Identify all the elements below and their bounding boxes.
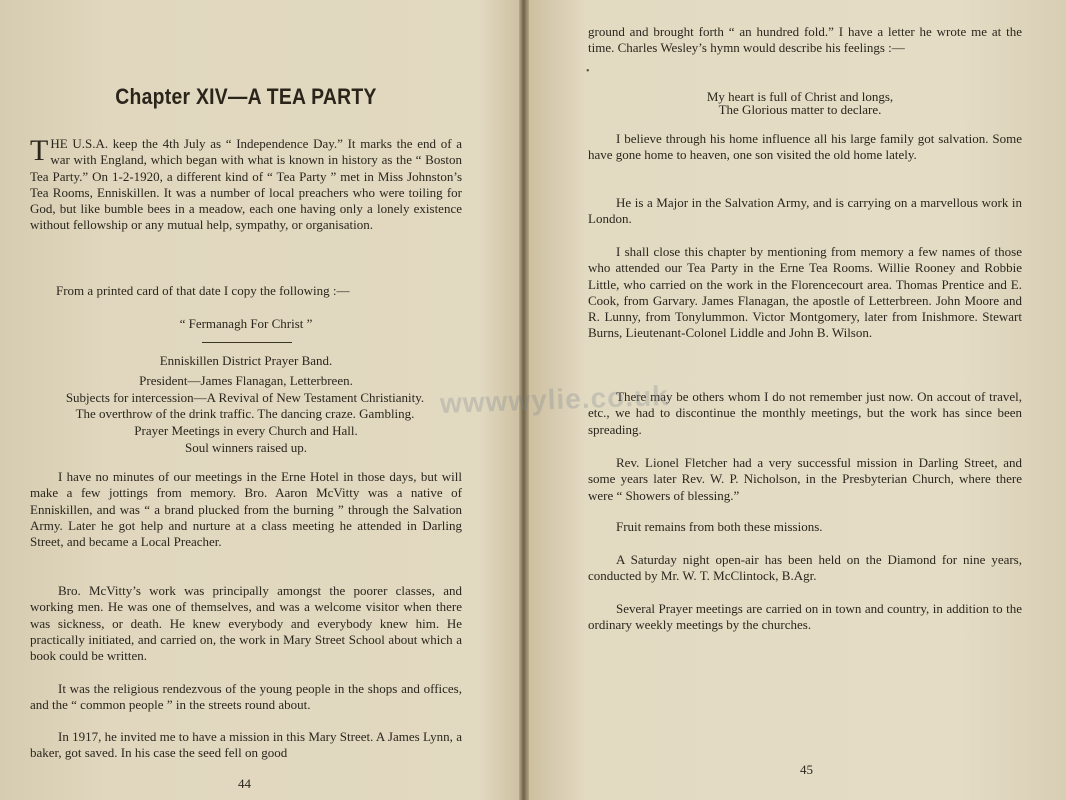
paragraph-1: [30, 136, 462, 234]
paragraph-3: I have no minutes of our meetings in the Erne Hotel in those days, but will make a few jottings from memory. Bro. Aaron McVitty was a native of Enniskillen, and was “ a brand plucked from the burning ” through the Salvation Army. Later he got help and nurture at a class meeting he attended in Darling Street, and became a Local Preacher.: [30, 469, 462, 550]
paragraph-r8: A Saturday night open-air has been held on the Diamond for nine years, conducted by Mr. W. T. McClintock, B.Agr.: [588, 552, 1022, 584]
paragraph-r4: I shall close this chapter by mentioning from memory a few names of those who attended our Tea Party in the Erne Tea Rooms. Willie Rooney and Robbie Little, who carried on the work in the Florencecourt area. Thomas Prentice and E. Cook, from Garvary. James Flanagan, the apostle of Letterbreen. John Moore and R. Lunny, from Tonylummon. Victor Montgomery, later from Inishmore. Stewart Burns, Lieutenant-Colonel Liddle and John B. Wilson.: [588, 244, 1022, 341]
card-line-3: Subjects for intercession—A Revival of New Testament Christianity.: [65, 390, 425, 405]
paragraph-r5: There may be others whom I do not remember just now. On accout of travel, etc., we had to discontinue the monthly meetings, but the work has since been spreading.: [588, 389, 1022, 437]
card-line-6: Soul winners raised up.: [184, 440, 308, 455]
drop-cap: T: [30, 134, 49, 167]
paragraph-r1: ground and brought forth “ an hundred fold.” I have a letter he wrote me at the time. Charles Wesley’s hymn would describe his feelings :—: [588, 24, 1022, 56]
hymn-line-2: The Glorious matter to declare.: [718, 102, 882, 117]
card-line-1: Enniskillen District Prayer Band.: [159, 353, 333, 368]
chapter-title: Chapter XIV—A TEA PARTY: [115, 84, 377, 109]
hymn-line-1: My heart is full of Christ and longs,: [706, 89, 894, 104]
page-number-left: 44: [238, 776, 251, 791]
paragraph-r2: I believe through his home influence all his large family got salvation. Some have gone home to heaven, one son visited the old home lately.: [588, 131, 1022, 163]
paragraph-r9: Several Prayer meetings are carried on in town and country, in addition to the ordinary weekly meetings by the churches.: [588, 601, 1022, 633]
card-title: “ Fermanagh For Christ ”: [179, 316, 313, 331]
page-number-right: 45: [800, 762, 813, 777]
watermark: wwwwylie.co.uk: [439, 380, 670, 419]
paragraph-r7: Fruit remains from both these missions.: [616, 519, 823, 534]
paragraph-5: It was the religious rendezvous of the young people in the shops and offices, and the “ common people ” in the streets round about.: [30, 681, 462, 713]
paragraph-4: Bro. McVitty’s work was principally amongst the poorer classes, and working men. He was one of themselves, and was a welcome visitor when there was sickness, or death. He knew everybody and everybody knew him. He practically initiated, and carried on, the work in Mary Street School about which a book could be written.: [30, 583, 462, 664]
paragraph-2: From a printed card of that date I copy the following :—: [56, 283, 350, 298]
paragraph-6: In 1917, he invited me to have a mission in this Mary Street. A James Lynn, a baker, got saved. In his case the seed fell on good: [30, 729, 462, 761]
card-line-4: The overthrow of the drink traffic. The dancing craze. Gambling.: [75, 406, 415, 421]
card-line-2: President—James Flanagan, Letterbreen.: [139, 373, 353, 388]
card-line-5: Prayer Meetings in every Church and Hall.: [134, 423, 358, 438]
paragraph-r6: Rev. Lionel Fletcher had a very successful mission in Darling Street, and some years later Rev. W. P. Nicholson, in the Presbyterian Church, where there were “ Showers of blessing.”: [588, 455, 1022, 503]
paragraph-r3: He is a Major in the Salvation Army, and is carrying on a marvellous work in London.: [588, 195, 1022, 227]
card-divider: [202, 342, 292, 343]
paragraph-1-text: HE U.S.A. keep the 4th July as “ Independence Day.” It marks the end of a war with England, which began with what is known in history as the “ Boston Tea Party.” On 1-2-1920, a different kind of “ Tea Party ” met in Miss Johnston’s Tea Rooms, Enniskillen. It was a number of local preachers who were toiling for God, but like bumble bees in a meadow, each one having only a lonely existence without fellowship or any mutual help, sympathy, or organisation.: [30, 136, 462, 233]
stray-mark: •: [586, 66, 590, 77]
